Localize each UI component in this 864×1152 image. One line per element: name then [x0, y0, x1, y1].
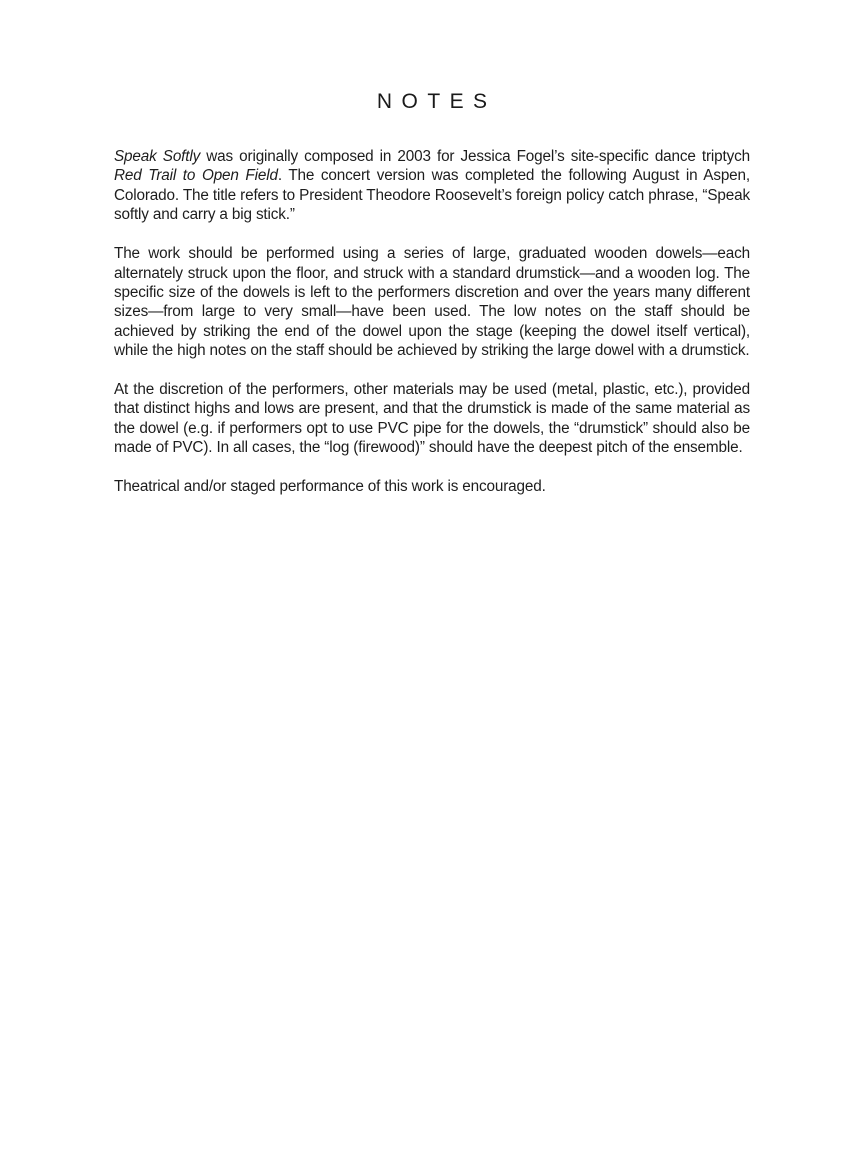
- text-run: Theatrical and/or staged performance of this work is encouraged.: [114, 478, 546, 496]
- text-run: . The concert version was completed the following August in Aspen, Colorado. The title refers to President Theodore Roosevelt’s foreign policy catch phrase, “Speak softly and carry a big stick.”: [114, 167, 750, 224]
- text-run: The work should be performed using a series of large, graduated wooden dowels—each alternately struck upon the floor, and struck with a standard drumstick—and a wooden log. The specific size of the dowels is left to the performers discretion and over the years many different sizes—from large to very small—have been used. The low notes on the staff should be achieved by striking the end of the dowel upon the stage (keeping the dowel itself vertical), while the high notes on the staff should be achieved by striking the large dowel with a drumstick.: [114, 245, 750, 360]
- text-run: was originally composed in 2003 for Jessica Fogel’s site-specific dance triptych: [200, 148, 750, 165]
- italic-text: Red Trail to Open Field: [114, 167, 278, 185]
- italic-text: Speak Softly: [114, 148, 201, 165]
- text-run: At the discretion of the performers, other materials may be used (metal, plastic, etc.), provided that distinct highs and lows are present, and that the drumstick is made of the same material as the dowel (e.g. if performers opt to use PVC pipe for the dowels, the “drumstick” should also be made of PVC). In all cases, the “log (firewood)” should have the deepest pitch of the ensemble.: [114, 381, 750, 457]
- page-title: NOTES: [376, 90, 497, 113]
- paragraph: [114, 380, 750, 458]
- notes-body: [114, 147, 750, 516]
- paragraph: [114, 244, 750, 360]
- paragraph: [114, 477, 750, 496]
- paragraph: [114, 147, 750, 225]
